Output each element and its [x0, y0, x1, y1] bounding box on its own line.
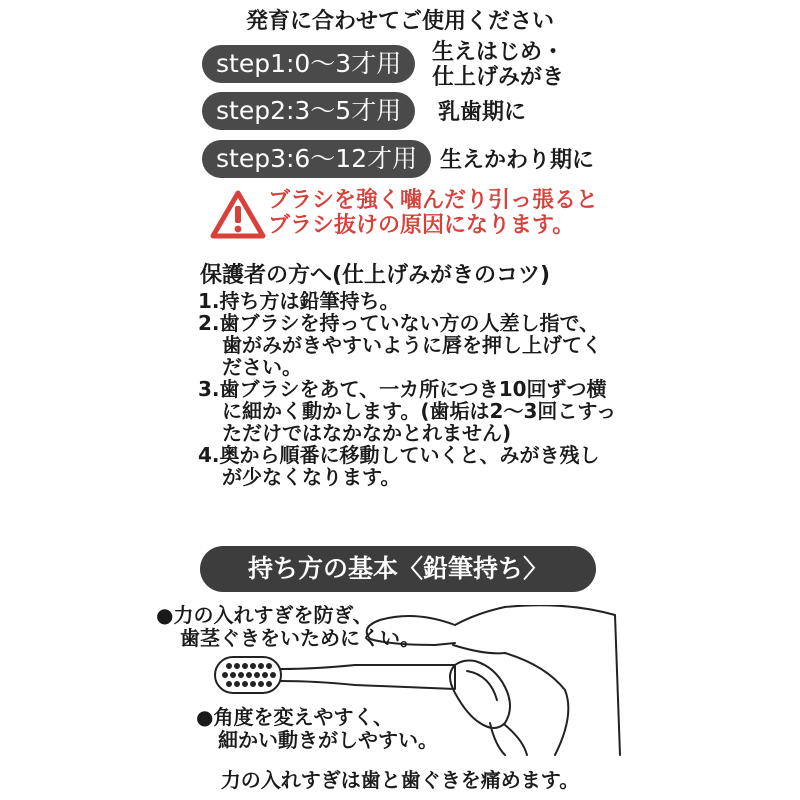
step2-pill: step2:3〜5才用 [202, 92, 415, 130]
step1-pill: step1:0〜3才用 [202, 45, 415, 83]
tips-list [198, 290, 618, 488]
warning-line1: ブラシを強く噛んだり引っ張ると [268, 188, 599, 213]
bullet-2 [196, 706, 438, 752]
bullet-2-line2: 細かい動きがしやすい。 [218, 728, 438, 752]
warning-icon [210, 190, 266, 240]
bullet-1-line2: 歯茎ぐきをいためにくい。 [180, 626, 420, 650]
step2-desc: 乳歯期に [438, 100, 527, 125]
step1-desc [432, 40, 564, 90]
guardian-heading: 保護者の方へ(仕上げみがきのコツ) [200, 263, 551, 288]
tip-item-4: 4.奥から順番に移動していくと、みがき残しが少なくなります。 [198, 443, 600, 489]
step3-pill: step3:6〜12才用 [202, 140, 431, 178]
warning-text [268, 188, 598, 238]
tip-item-1: 1.持ち方は鉛筆持ち。 [198, 289, 400, 313]
tip-item-2: 2.歯ブラシを持っていない方の人差し指で、歯がみがきやすいように唇を押し上げてください。 [198, 311, 602, 379]
page-title: 発育に合わせてご使用ください [245, 9, 554, 34]
bullet-1-line1: ●力の入れすぎを防ぎ、 [156, 603, 373, 627]
step3-desc: 生えかわり期に [440, 148, 595, 173]
bottom-note: 力の入れすぎは歯と歯ぐきを痛めます。 [220, 768, 580, 792]
step1-desc-line1: 生えはじめ・ [432, 40, 565, 65]
bullet-2-line1: ●角度を変えやすく、 [196, 705, 394, 729]
warning-line2: ブラシ抜けの原因になります。 [268, 213, 575, 238]
pencil-grip-banner: 持ち方の基本〈鉛筆持ち〉 [200, 546, 596, 592]
tip-item-3: 3.歯ブラシをあて、一カ所につき10回ずつ横に細かく動かします。(歯垢は2〜3回こすっただけではなかなかとれません) [198, 377, 617, 445]
bullet-1 [156, 604, 420, 650]
step1-desc-line2: 仕上げみがき [432, 65, 565, 90]
